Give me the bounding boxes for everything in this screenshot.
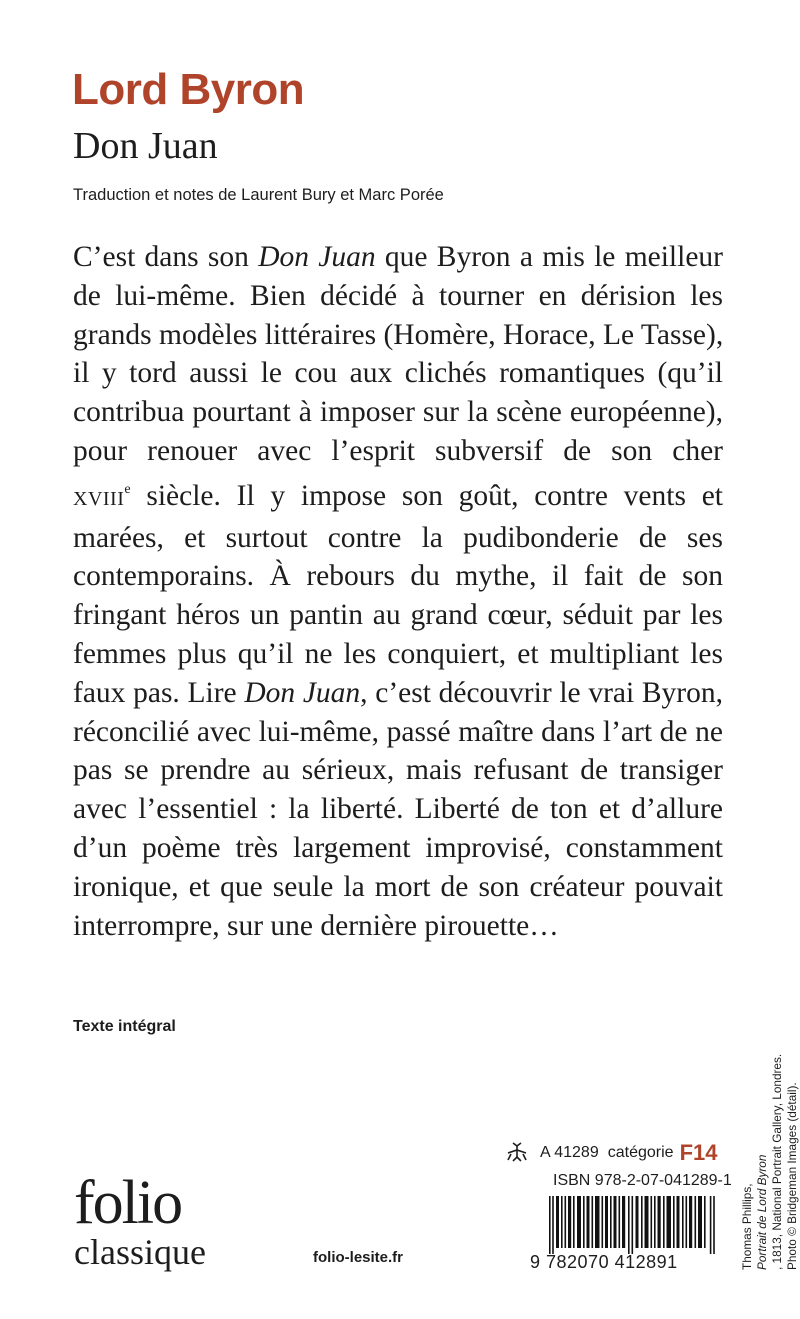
category-value: F14 [679, 1140, 718, 1165]
blurb-line: fringant héros un pantin au grand cœur, séduit par les [73, 599, 723, 632]
barcode-icon [549, 1196, 715, 1254]
catalog-code: A 41289 [540, 1144, 599, 1161]
blurb-line: d’un poème très largement improvisé, constamment [73, 831, 723, 864]
catalog-code-line [504, 1140, 717, 1166]
blurb-line: C’est dans son Don Juan que Byron a mis le meilleur [73, 241, 723, 273]
category-label: catégorie [607, 1144, 674, 1161]
texte-integral-label: Texte intégral [73, 1018, 176, 1035]
blurb-line: pour renouer avec l’esprit subversif de son cher [73, 434, 723, 467]
blurb-line: marées, et surtout contre la pudibonderie de ses [73, 521, 723, 554]
barcode-digits: 9 782070 412891 [530, 1252, 678, 1272]
classique-logo: classique [74, 1232, 206, 1272]
website-link[interactable]: folio-lesite.fr [313, 1249, 404, 1266]
folio-logo: folio [74, 1169, 182, 1237]
credit-line: Photo © Bridgeman Images (détail). [785, 1082, 799, 1270]
credit-line: Thomas Phillips, Portrait de Lord Byron , 1813, National Portrait Gallery, Londres. [740, 1053, 784, 1270]
blurb-line: il y tord aussi le cou aux clichés romantiques (qu’il [73, 357, 723, 390]
blurb-line: avec l’essentiel : la liberté. Liberté de ton et d’allure [73, 793, 723, 826]
translators-credit: Traduction et notes de Laurent Bury et Marc Porée [73, 186, 444, 204]
blurb-line: ironique, et que seule la mort de son créateur pouvait [73, 870, 723, 903]
blurb-line: interrompre, sur une dernière pirouette… [73, 909, 559, 942]
blurb-line: XVIIIe siècle. Il y impose son goût, contre vents et [73, 479, 723, 512]
isbn-number: ISBN 978-2-07-041289-1 [553, 1172, 732, 1189]
gallimard-colophon-icon [504, 1140, 530, 1166]
blurb-line: pas se prendre au sérieux, mais refusant de transiger [73, 754, 723, 787]
blurb-line: contemporains. À rebours du mythe, il fait de son [73, 560, 723, 593]
author-name: Lord Byron [72, 65, 305, 114]
blurb-line: grands modèles littéraires (Homère, Horace, Le Tasse), [73, 318, 724, 351]
blurb-line: femmes plus qu’il ne les conquiert, et multipliant les [73, 637, 723, 670]
blurb-line: contribua pourtant à imposer sur la scène européenne), [73, 396, 723, 429]
photo-credit [740, 815, 800, 1270]
back-cover-blurb [73, 238, 723, 945]
blurb-line: de lui-même. Bien décidé à tourner en dérision les [73, 279, 723, 312]
blurb-line: réconcilié avec lui-même, passé maître dans l’art de ne [73, 715, 723, 748]
blurb-line: faux pas. Lire Don Juan, c’est découvrir le vrai Byron, [73, 676, 723, 709]
book-title: Don Juan [73, 125, 218, 167]
